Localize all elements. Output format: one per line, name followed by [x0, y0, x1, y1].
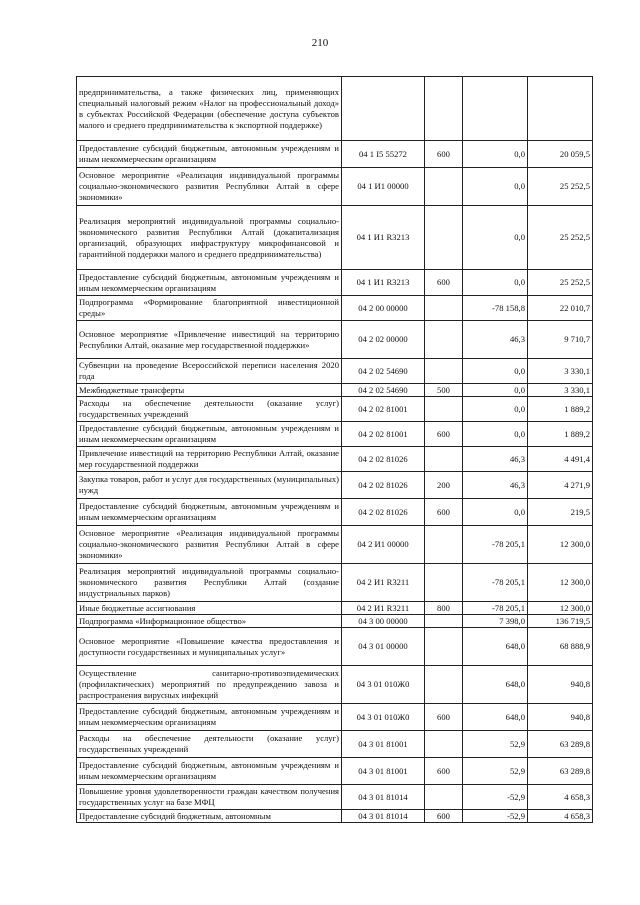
table-row [77, 206, 593, 270]
table-row [77, 422, 593, 447]
row-expense-type [425, 168, 463, 206]
table-row [77, 526, 593, 564]
row-code: 04 3 00 00000 [342, 615, 425, 628]
row-code: 04 2 02 81026 [342, 472, 425, 499]
row-name: Основное мероприятие «Реализация индивидуальной программы социально-экономического развития Республики Алтай в сфере экономики» [77, 526, 342, 564]
row-total: 22 010,7 [528, 296, 593, 321]
row-total: 63 289,8 [528, 731, 593, 758]
table-row [77, 615, 593, 628]
row-change: 0,0 [463, 499, 528, 526]
row-name: Повышение уровня удовлетворенности граждан качеством получения государственных услуг на базе МФЦ [77, 785, 342, 810]
row-name: Основное мероприятие «Реализация индивидуальной программы социально-экономического развития Республики Алтай в сфере экономики» [77, 168, 342, 206]
row-name: Основное мероприятие «Привлечение инвестиций на территорию Республики Алтай, оказание мер государственной поддержки» [77, 321, 342, 359]
row-change: 648,0 [463, 704, 528, 731]
row-expense-type [425, 526, 463, 564]
row-total: 4 491,4 [528, 447, 593, 472]
row-code: 04 3 01 81014 [342, 810, 425, 823]
row-change: 0,0 [463, 397, 528, 422]
row-change [463, 77, 528, 141]
row-code: 04 2 И1 00000 [342, 526, 425, 564]
row-total: 12 300,0 [528, 602, 593, 615]
row-code [342, 77, 425, 141]
row-total: 20 059,5 [528, 141, 593, 168]
row-expense-type [425, 359, 463, 384]
row-total: 1 889,2 [528, 397, 593, 422]
table-row [77, 141, 593, 168]
row-expense-type: 600 [425, 758, 463, 785]
table-row [77, 296, 593, 321]
row-code: 04 2 02 54690 [342, 384, 425, 397]
row-name: предпринимательства, а также физических лиц, применяющих специальный налоговый режим «Налог на профессиональный доход» в субъектах Российской Федерации (обеспечение доступа субъектов малого и среднего предпринимательства к экспортной поддержке) [77, 77, 342, 141]
row-code: 04 3 01 00000 [342, 628, 425, 666]
row-change: 7 398,0 [463, 615, 528, 628]
row-total [528, 77, 593, 141]
table-row [77, 666, 593, 704]
row-expense-type [425, 731, 463, 758]
row-code: 04 3 01 81001 [342, 731, 425, 758]
row-name: Межбюджетные трансферты [77, 384, 342, 397]
row-code: 04 2 02 00000 [342, 321, 425, 359]
table-row [77, 731, 593, 758]
table-row [77, 270, 593, 296]
row-total: 3 330,1 [528, 359, 593, 384]
row-code: 04 3 01 010Ж0 [342, 704, 425, 731]
row-name: Предоставление субсидий бюджетным, автономным учреждениям и иным некоммерческим организациям [77, 270, 342, 296]
table-row [77, 810, 593, 823]
table-row [77, 77, 593, 141]
row-expense-type [425, 785, 463, 810]
row-total: 3 330,1 [528, 384, 593, 397]
row-total: 9 710,7 [528, 321, 593, 359]
row-name: Предоставление субсидий бюджетным, автономным учреждениям и иным некоммерческим организациям [77, 758, 342, 785]
row-name: Реализация мероприятий индивидуальной программы социально-экономического развития Республики Алтай (докапитализация организаций, образующих инфраструктуру микрофинансовой и гарантийной поддержки малого и среднего предпринимательства) [77, 206, 342, 270]
row-name: Субвенции на проведение Всероссийской переписи населения 2020 года [77, 359, 342, 384]
row-change: 0,0 [463, 168, 528, 206]
row-code: 04 1 И1 R3213 [342, 270, 425, 296]
row-expense-type: 200 [425, 472, 463, 499]
table-row [77, 564, 593, 602]
row-change: 648,0 [463, 666, 528, 704]
row-name: Реализация мероприятий индивидуальной программы социально-экономического развития Республики Алтай (создание индустриальных парков) [77, 564, 342, 602]
table-row [77, 168, 593, 206]
row-code: 04 1 И1 00000 [342, 168, 425, 206]
row-change: -78 205,1 [463, 526, 528, 564]
table-row [77, 499, 593, 526]
row-code: 04 2 02 81026 [342, 447, 425, 472]
row-expense-type [425, 666, 463, 704]
row-name: Предоставление субсидий бюджетным, автономным учреждениям и иным некоммерческим организациям [77, 141, 342, 168]
row-total: 940,8 [528, 704, 593, 731]
row-code: 04 3 01 010Ж0 [342, 666, 425, 704]
row-code: 04 1 I5 55272 [342, 141, 425, 168]
row-expense-type: 600 [425, 810, 463, 823]
row-change: 46,3 [463, 447, 528, 472]
row-expense-type: 800 [425, 602, 463, 615]
row-change: -78 158,8 [463, 296, 528, 321]
row-change: 52,9 [463, 731, 528, 758]
row-total: 25 252,5 [528, 168, 593, 206]
row-code: 04 1 И1 R3213 [342, 206, 425, 270]
row-total: 25 252,5 [528, 270, 593, 296]
table-row [77, 602, 593, 615]
row-code: 04 3 01 81001 [342, 758, 425, 785]
row-change: 0,0 [463, 422, 528, 447]
row-change: 0,0 [463, 141, 528, 168]
row-total: 219,5 [528, 499, 593, 526]
row-change: -78 205,1 [463, 602, 528, 615]
row-name: Расходы на обеспечение деятельности (оказание услуг) государственных учреждений [77, 731, 342, 758]
row-code: 04 2 И1 R3211 [342, 602, 425, 615]
table-row [77, 321, 593, 359]
table-row [77, 359, 593, 384]
row-total: 68 888,9 [528, 628, 593, 666]
table-row [77, 472, 593, 499]
table-row [77, 758, 593, 785]
row-expense-type [425, 397, 463, 422]
row-code: 04 3 01 81014 [342, 785, 425, 810]
row-total: 12 300,0 [528, 564, 593, 602]
row-code: 04 2 И1 R3211 [342, 564, 425, 602]
row-change: 0,0 [463, 384, 528, 397]
row-name: Подпрограмма «Формирование благоприятной инвестиционной среды» [77, 296, 342, 321]
row-expense-type: 600 [425, 499, 463, 526]
table-row [77, 384, 593, 397]
row-change: 0,0 [463, 359, 528, 384]
row-name: Предоставление субсидий бюджетным, автономным [77, 810, 342, 823]
budget-table-body [77, 77, 593, 823]
row-total: 4 271,9 [528, 472, 593, 499]
row-name: Привлечение инвестиций на территорию Республики Алтай, оказание мер государственной поддержки [77, 447, 342, 472]
row-total: 1 889,2 [528, 422, 593, 447]
row-expense-type [425, 564, 463, 602]
row-name: Основное мероприятие «Повышение качества предоставления и доступности государственных и муниципальных услуг» [77, 628, 342, 666]
row-code: 04 2 02 81026 [342, 499, 425, 526]
row-code: 04 2 02 81001 [342, 397, 425, 422]
row-change: -52,9 [463, 785, 528, 810]
row-change: 648,0 [463, 628, 528, 666]
row-change: -78 205,1 [463, 564, 528, 602]
row-total: 4 658,3 [528, 785, 593, 810]
row-name: Предоставление субсидий бюджетным, автономным учреждениям и иным некоммерческим организациям [77, 422, 342, 447]
table-row [77, 785, 593, 810]
row-code: 04 2 02 81001 [342, 422, 425, 447]
row-name: Закупка товаров, работ и услуг для государственных (муниципальных) нужд [77, 472, 342, 499]
table-row [77, 628, 593, 666]
row-expense-type: 600 [425, 422, 463, 447]
row-total: 136 719,5 [528, 615, 593, 628]
page-number: 210 [311, 37, 329, 49]
row-expense-type [425, 77, 463, 141]
row-total: 12 300,0 [528, 526, 593, 564]
row-change: -52,9 [463, 810, 528, 823]
row-name: Осуществление санитарно-противоэпидемических (профилактических) мероприятий по предупреждению завоза и распространения вирусных инфекций [77, 666, 342, 704]
row-change: 52,9 [463, 758, 528, 785]
row-name: Иные бюджетные ассигнования [77, 602, 342, 615]
table-row [77, 447, 593, 472]
table-row [77, 704, 593, 731]
row-total: 25 252,5 [528, 206, 593, 270]
row-code: 04 2 02 54690 [342, 359, 425, 384]
row-code: 04 2 00 00000 [342, 296, 425, 321]
row-expense-type [425, 615, 463, 628]
row-expense-type [425, 206, 463, 270]
row-change: 46,3 [463, 321, 528, 359]
row-expense-type: 600 [425, 270, 463, 296]
row-expense-type: 600 [425, 704, 463, 731]
row-total: 940,8 [528, 666, 593, 704]
budget-table [76, 76, 593, 823]
row-change: 0,0 [463, 206, 528, 270]
row-change: 46,3 [463, 472, 528, 499]
row-total: 4 658,3 [528, 810, 593, 823]
row-name: Предоставление субсидий бюджетным, автономным учреждениям и иным некоммерческим организациям [77, 499, 342, 526]
row-change: 0,0 [463, 270, 528, 296]
row-name: Предоставление субсидий бюджетным, автономным учреждениям и иным некоммерческим организациям [77, 704, 342, 731]
row-expense-type [425, 321, 463, 359]
row-total: 63 289,8 [528, 758, 593, 785]
row-expense-type [425, 628, 463, 666]
row-expense-type [425, 296, 463, 321]
row-name: Расходы на обеспечение деятельности (оказание услуг) государственных учреждений [77, 397, 342, 422]
row-expense-type [425, 447, 463, 472]
row-name: Подпрограмма «Информационное общество» [77, 615, 342, 628]
row-expense-type: 600 [425, 141, 463, 168]
row-expense-type: 500 [425, 384, 463, 397]
table-row [77, 397, 593, 422]
